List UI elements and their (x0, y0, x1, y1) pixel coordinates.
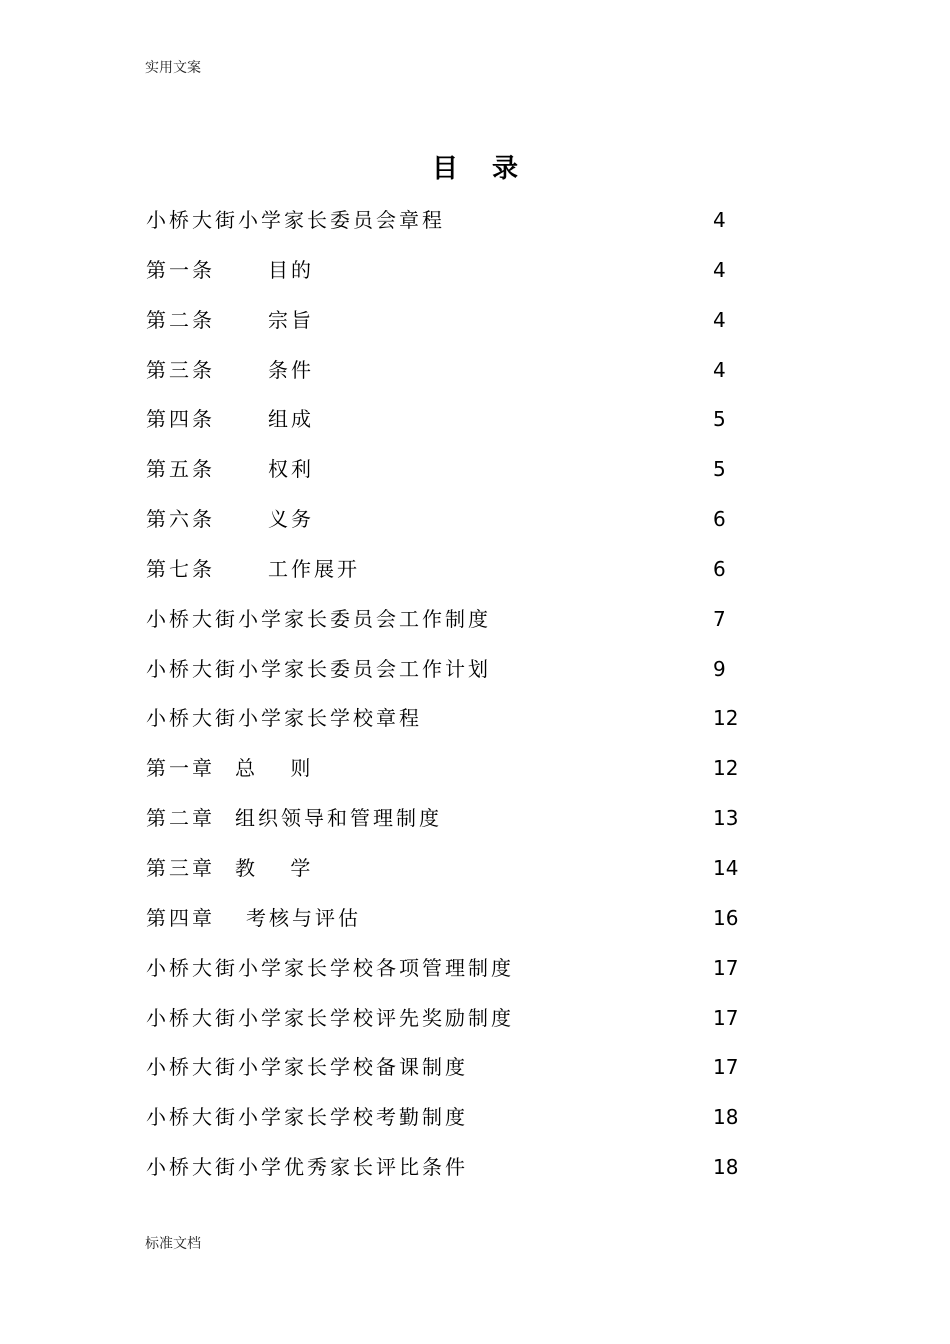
toc-entry-title: 宗旨 (268, 307, 314, 332)
toc-entry-prefix: 小桥大街小学家长委员会工作制度 (146, 606, 491, 631)
toc-entry-title: 考核与评估 (246, 905, 361, 930)
toc-entry-prefix: 小桥大街小学家长委员会工作计划 (146, 656, 491, 681)
toc-entry[interactable] (146, 695, 746, 745)
toc-entry[interactable] (146, 297, 746, 347)
toc-entry[interactable] (146, 945, 746, 995)
toc-entry-page: 17 (713, 1055, 739, 1080)
toc-entry-prefix: 小桥大街小学家长学校各项管理制度 (146, 955, 514, 980)
toc-entry-prefix: 小桥大街小学家长委员会章程 (146, 208, 445, 232)
toc-entry[interactable] (146, 745, 746, 795)
toc-title-char-2: 录 (492, 154, 519, 184)
toc-entry[interactable] (146, 1044, 746, 1094)
toc-entry-title: 组织领导和管理制度 (235, 806, 442, 831)
toc-entry-prefix: 第三条 (146, 357, 215, 382)
toc-entry-title: 总 则 (235, 756, 314, 781)
toc-entry-prefix: 第二条 (146, 307, 215, 332)
toc-entry-prefix: 第六条 (146, 507, 215, 532)
toc-entry-page: 17 (713, 1005, 739, 1030)
toc-entry-page: 4 (713, 257, 726, 282)
toc-entry[interactable] (146, 795, 746, 845)
page-footer: 标准文档 (145, 1236, 201, 1252)
toc-entry-prefix: 小桥大街小学家长学校评先奖励制度 (146, 1005, 514, 1030)
toc-entry-page: 7 (713, 606, 726, 631)
toc-entry-page: 18 (713, 1155, 739, 1180)
toc-title-char-1: 目 (431, 154, 458, 184)
toc-entry-prefix: 小桥大街小学家长学校考勤制度 (146, 1105, 468, 1130)
toc-title (0, 148, 950, 185)
toc-entry-page: 16 (713, 905, 739, 930)
toc-entry[interactable] (146, 496, 746, 546)
toc-entry-title: 义务 (268, 507, 314, 532)
toc-entry-page: 6 (713, 556, 726, 581)
toc-entry[interactable] (146, 995, 746, 1045)
toc-entry[interactable] (146, 895, 746, 945)
toc-entry-prefix: 小桥大街小学家长学校备课制度 (146, 1055, 468, 1080)
page-header: 实用文案 (145, 60, 201, 76)
toc-entry-title: 教 学 (235, 855, 314, 880)
toc-entry[interactable] (146, 396, 746, 446)
toc-entry[interactable] (146, 347, 746, 397)
toc-entry-prefix: 小桥大街小学家长学校章程 (146, 706, 422, 731)
toc-entry[interactable] (146, 845, 746, 895)
toc-entry-prefix: 第七条 (146, 556, 215, 581)
toc-entry-page: 6 (713, 507, 726, 532)
toc-entry-page: 9 (713, 656, 726, 681)
toc-entry-title: 条件 (268, 357, 314, 382)
toc-entry-prefix: 第一章 (146, 756, 215, 781)
toc-entry-page: 12 (713, 706, 739, 731)
table-of-contents (146, 197, 746, 1194)
toc-entry-page: 5 (713, 407, 726, 432)
toc-entry-prefix: 第三章 (146, 855, 215, 880)
toc-entry-page: 18 (713, 1105, 739, 1130)
toc-entry-page: 5 (713, 457, 726, 482)
toc-entry-title: 组成 (268, 407, 314, 432)
toc-entry[interactable] (146, 1144, 746, 1194)
toc-entry-prefix: 第四条 (146, 407, 215, 432)
toc-entry-page: 4 (713, 307, 726, 332)
toc-entry-page: 17 (713, 955, 739, 980)
toc-entry-page: 12 (713, 756, 739, 781)
toc-entry-page: 4 (713, 208, 726, 232)
toc-entry-prefix: 第一条 (146, 257, 215, 282)
toc-entry[interactable] (146, 546, 746, 596)
toc-entry-prefix: 第五条 (146, 457, 215, 482)
toc-entry-page: 13 (713, 806, 739, 831)
toc-entry-prefix: 第四章 (146, 905, 215, 930)
toc-entry-page: 14 (713, 855, 739, 880)
toc-entry[interactable] (146, 646, 746, 696)
toc-entry-prefix: 小桥大街小学优秀家长评比条件 (146, 1155, 468, 1180)
toc-entry[interactable] (146, 1094, 746, 1144)
toc-entry[interactable] (146, 197, 746, 247)
toc-entry[interactable] (146, 596, 746, 646)
toc-entry[interactable] (146, 446, 746, 496)
toc-entry[interactable] (146, 247, 746, 297)
toc-entry-title: 目的 (268, 257, 314, 282)
toc-entry-prefix: 第二章 (146, 806, 215, 831)
toc-entry-title: 工作展开 (268, 556, 360, 581)
toc-entry-page: 4 (713, 357, 726, 382)
toc-entry-title: 权利 (268, 457, 314, 482)
